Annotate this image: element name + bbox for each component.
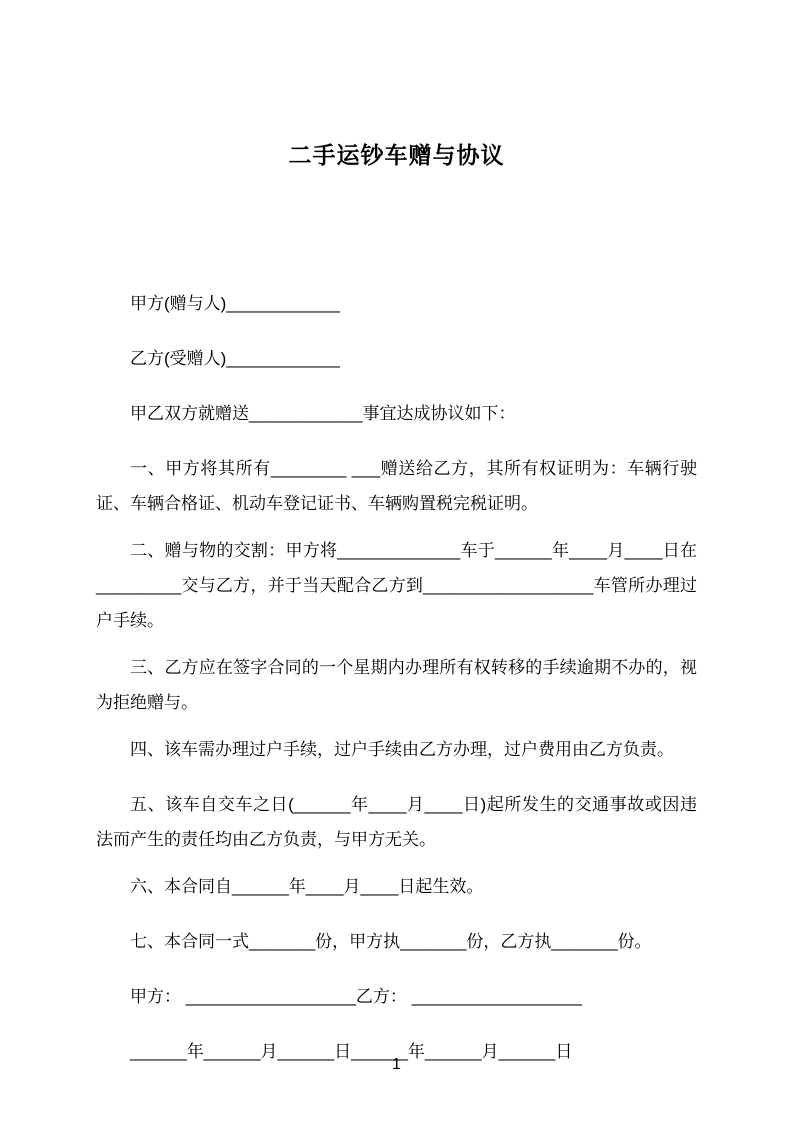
page-number: 1 (392, 1056, 401, 1073)
paragraph-preamble: 甲乙双方就赠送____________事宜达成协议如下： (130, 404, 516, 423)
paragraph-clause-5: 五、该车自交车之日(______年____月____日)起所发生的交通事故或因违法而产生的责任均由乙方负责，与甲方无关。 (96, 795, 697, 849)
paragraph-clause-7: 七、本合同一式_______份，甲方执_______份，乙方执_______份。 (130, 932, 652, 951)
paragraph-signature-line: 甲方： __________________乙方： __________________ (130, 987, 582, 1006)
paragraph-party-b: 乙方(受赠人)____________ (130, 349, 340, 368)
document-title: 二手运钞车赠与协议 (288, 142, 505, 168)
paragraph-date-line: ______年______月______日______年______月______日 (130, 1042, 573, 1061)
paragraph-clause-1: 一、甲方将其所有________ ___赠送给乙方，其所有权证明为：车辆行驶证、车辆合格证、机动车登记证书、车辆购置税完税证明。 (96, 459, 697, 513)
paragraph-clause-2: 二、赠与物的交割：甲方将_____________车于______年____月____日在___​___​___交与乙方，并于当天配合乙方到__________________车管所办理过户手续。 (96, 541, 697, 630)
paragraph-clause-3: 三、乙方应在签字合同的一个星期内办理所有权转移的手续逾期不办的，视为拒绝赠与。 (96, 658, 697, 712)
paragraph-party-a: 甲方(赠与人)____________ (130, 294, 340, 313)
paragraph-clause-4: 四、该车需办理过户手续，过户手续由乙方办理，过户费用由乙方负责。 (130, 740, 674, 759)
paragraph-clause-6: 六、本合同自______年____月____日起生效。 (130, 877, 484, 896)
